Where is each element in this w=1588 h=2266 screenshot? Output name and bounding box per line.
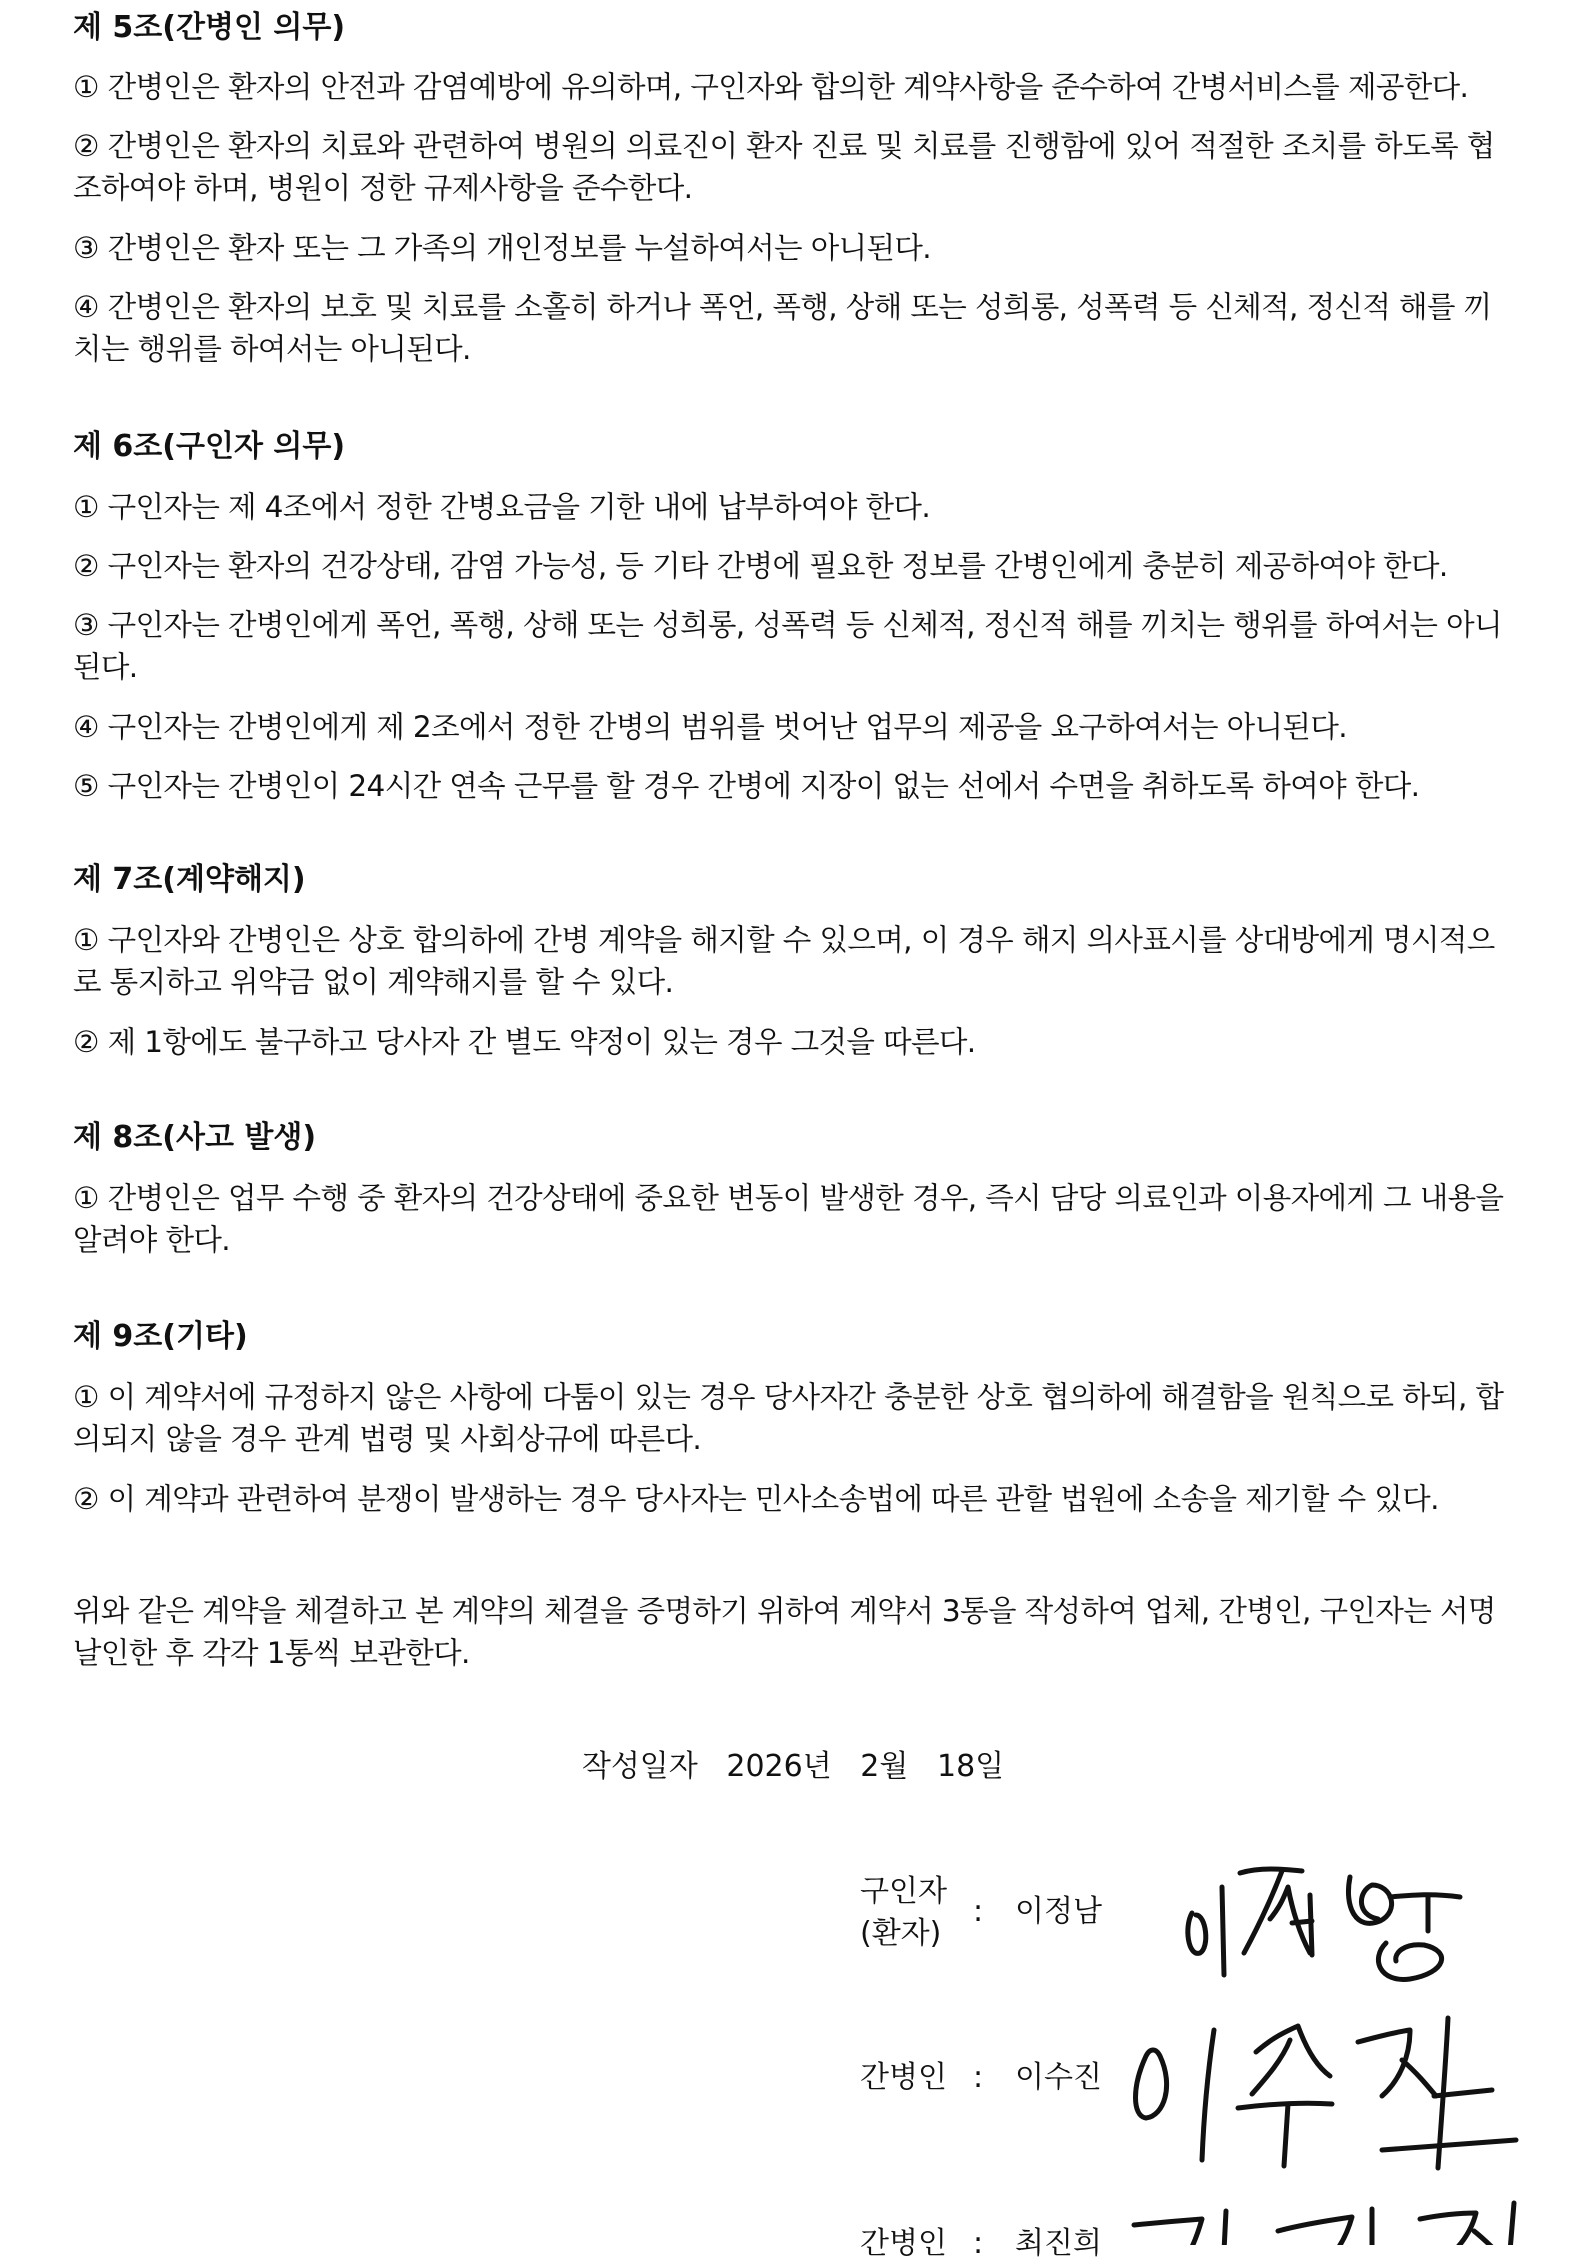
signatory-3-role: 간병인	[860, 2226, 947, 2261]
clause-5-2: ② 간병인은 환자의 치료와 관련하여 병원의 의료진이 환자 진료 및 치료를 진행함에 있어 적절한 조치를 하도록 협조하여야 하며, 병원이 정한 규제사항을 준수한다.	[73, 129, 1495, 205]
clause-6-5: ⑤ 구인자는 간병인이 24시간 연속 근무를 할 경우 간병에 지장이 없는 선에서 수면을 취하도록 하여야 한다.	[73, 769, 1420, 803]
clause-6-4: ④ 구인자는 간병인에게 제 2조에서 정한 간병의 범위를 벗어난 업무의 제공을 요구하여서는 아니된다.	[73, 710, 1347, 744]
clause-6-2: ② 구인자는 환자의 건강상태, 감염 가능성, 등 기타 간병에 필요한 정보를 간병인에게 충분히 제공하여야 한다.	[73, 549, 1448, 583]
clause-7-1: ① 구인자와 간병인은 상호 합의하에 간병 계약을 해지할 수 있으며, 이 경우 해지 의사표시를 상대방에게 명시적으로 통지하고 위약금 없이 계약해지를 할 수 있다.	[73, 923, 1495, 999]
section-heading-5: 제 5조(간병인 의무)	[73, 10, 346, 45]
section-heading-9: 제 9조(기타)	[73, 1319, 248, 1354]
section-heading-6: 제 6조(구인자 의무)	[73, 429, 346, 464]
clause-6-3: ③ 구인자는 간병인에게 폭언, 폭행, 상해 또는 성희롱, 성폭력 등 신체적, 정신적 해를 끼치는 행위를 하여서는 아니된다.	[73, 608, 1502, 684]
signatory-3-name: 최진희	[1015, 2226, 1102, 2261]
handwritten-signature-2	[1120, 2000, 1540, 2180]
signatory-1-role-line1: 구인자	[860, 1874, 947, 1909]
section-heading-8: 제 8조(사고 발생)	[73, 1120, 317, 1155]
signatory-2-colon: :	[973, 2060, 984, 2095]
signatory-2-role: 간병인	[860, 2060, 947, 2095]
closing-statement: 위와 같은 계약을 체결하고 본 계약의 체결을 증명하기 위하여 계약서 3통을 작성하여 업체, 간병인, 구인자는 서명날인한 후 각각 1통씩 보관한다.	[73, 1594, 1496, 1670]
clause-9-2: ② 이 계약과 관련하여 분쟁이 발생하는 경우 당사자는 민사소송법에 따른 관할 법원에 소송을 제기할 수 있다.	[73, 1482, 1439, 1516]
handwritten-signature-3	[1110, 2195, 1540, 2245]
signatory-2-name: 이수진	[1015, 2060, 1102, 2095]
date-line: 작성일자 2026년 2월 18일	[581, 1749, 1005, 1784]
clause-5-1: ① 간병인은 환자의 안전과 감염예방에 유의하며, 구인자와 합의한 계약사항을 준수하여 간병서비스를 제공한다.	[73, 70, 1469, 104]
clause-7-2: ② 제 1항에도 불구하고 당사자 간 별도 약정이 있는 경우 그것을 따른다.	[73, 1025, 976, 1059]
signatory-1-name: 이정남	[1015, 1894, 1102, 1929]
clause-5-3: ③ 간병인은 환자 또는 그 가족의 개인정보를 누설하여서는 아니된다.	[73, 231, 932, 265]
clause-6-1: ① 구인자는 제 4조에서 정한 간병요금을 기한 내에 납부하여야 한다.	[73, 490, 931, 524]
clause-8-1: ① 간병인은 업무 수행 중 환자의 건강상태에 중요한 변동이 발생한 경우, 즉시 담당 의료인과 이용자에게 그 내용을 알려야 한다.	[73, 1181, 1504, 1257]
clause-9-1: ① 이 계약서에 규정하지 않은 사항에 다툼이 있는 경우 당사자간 충분한 상호 협의하에 해결함을 원칙으로 하되, 합의되지 않을 경우 관계 법령 및 사회상규에 따른다.	[73, 1380, 1504, 1456]
signatory-1-colon: :	[973, 1894, 984, 1929]
handwritten-signature-1	[1160, 1835, 1520, 1985]
clause-5-4: ④ 간병인은 환자의 보호 및 치료를 소홀히 하거나 폭언, 폭행, 상해 또는 성희롱, 성폭력 등 신체적, 정신적 해를 끼치는 행위를 하여서는 아니된다.	[73, 290, 1492, 366]
signatory-3-colon: :	[973, 2226, 984, 2261]
signatory-1-role-line2: (환자)	[860, 1916, 942, 1951]
section-heading-7: 제 7조(계약해지)	[73, 862, 306, 897]
